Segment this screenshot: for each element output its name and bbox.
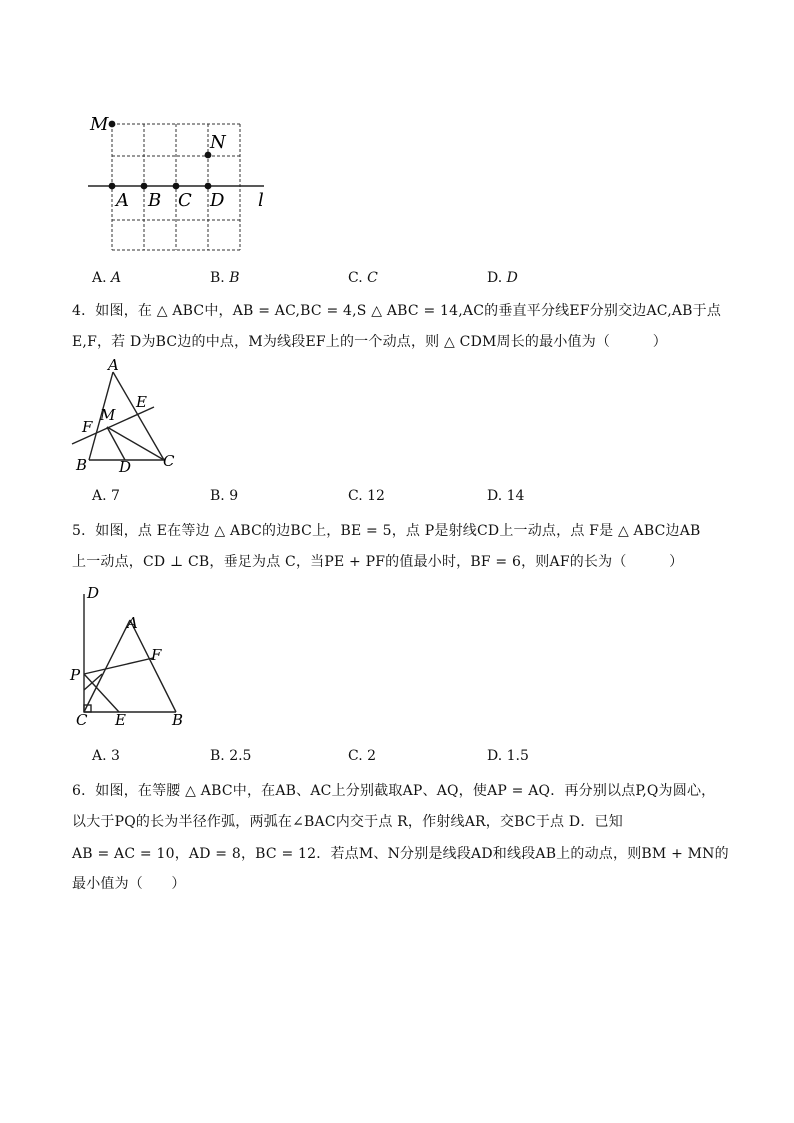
q4-label-B: B xyxy=(76,456,88,474)
q4-label-A: A xyxy=(108,356,119,374)
q4-option-a[interactable]: A. 7 xyxy=(92,488,120,504)
q5-label-B: B xyxy=(172,711,184,729)
q4-label-E: E xyxy=(136,393,147,411)
q5-option-a[interactable]: A. 3 xyxy=(92,748,120,764)
q5-text-line2: 上一动点，CD ⊥ CB，垂足为点 C，当PE + PF的值最小时，BF = 6，则AF的长为（ ） xyxy=(72,554,684,570)
q5-label-P: P xyxy=(70,666,81,684)
q4-text-line2: E,F，若 D为BC边的中点，M为线段EF上的一个动点，则 △ CDM周长的最小值为（ ） xyxy=(72,334,667,350)
q5-label-E: E xyxy=(115,711,126,729)
q4-option-c[interactable]: C. 12 xyxy=(348,488,385,504)
label-B: B xyxy=(148,190,162,211)
q4-label-M: M xyxy=(100,406,116,424)
q5-label-F: F xyxy=(151,646,162,664)
q4-option-b[interactable]: B. 9 xyxy=(210,488,239,504)
label-l: l xyxy=(258,190,264,211)
q5-text-line1: 5．如图，点 E在等边 △ ABC的边BC上，BE = 5，点 P是射线CD上一动点，点 F是 △ ABC边AB xyxy=(72,523,701,539)
label-M: M xyxy=(90,114,109,135)
q6-text-line4: 最小值为（ ） xyxy=(72,876,186,892)
q5-label-A: A xyxy=(127,614,138,632)
q3-option-a[interactable]: A. A xyxy=(92,270,122,286)
q5-option-b[interactable]: B. 2.5 xyxy=(210,748,252,764)
q5-label-D: D xyxy=(87,584,100,602)
q4-figure xyxy=(68,356,188,476)
grid-figure xyxy=(80,108,280,256)
q4-text-line1: 4．如图，在 △ ABC中，AB = AC,BC = 4,S △ ABC = 14,AC的垂直平分线EF分别交边AC,AB于点 xyxy=(72,303,722,319)
label-N: N xyxy=(210,132,226,153)
q3-option-b[interactable]: B. B xyxy=(210,270,240,286)
q3-option-c[interactable]: C. C xyxy=(348,270,378,286)
label-C: C xyxy=(178,190,192,211)
q6-text-line2: 以大于PQ的长为半径作弧，两弧在∠BAC内交于点 R，作射线AR，交BC于点 D．已知 xyxy=(72,814,623,830)
q5-option-d[interactable]: D. 1.5 xyxy=(487,748,529,764)
q4-option-d[interactable]: D. 14 xyxy=(487,488,525,504)
q4-label-D: D xyxy=(119,458,132,476)
q5-option-c[interactable]: C. 2 xyxy=(348,748,377,764)
q4-label-F: F xyxy=(82,418,93,436)
label-A: A xyxy=(116,190,129,211)
q6-text-line3: AB = AC = 10，AD = 8，BC = 12．若点M、N分别是线段AD和线段AB上的动点，则BM + MN的 xyxy=(72,846,729,862)
q6-text-line1: 6．如图，在等腰 △ ABC中，在AB、AC上分别截取AP、AQ，使AP = AQ．再分别以点P,Q为圆心， xyxy=(72,783,716,799)
q4-label-C: C xyxy=(163,452,175,470)
q3-option-d[interactable]: D. D xyxy=(487,270,518,286)
label-D: D xyxy=(210,190,225,211)
q5-label-C: C xyxy=(76,711,88,729)
q5-figure xyxy=(66,582,196,730)
